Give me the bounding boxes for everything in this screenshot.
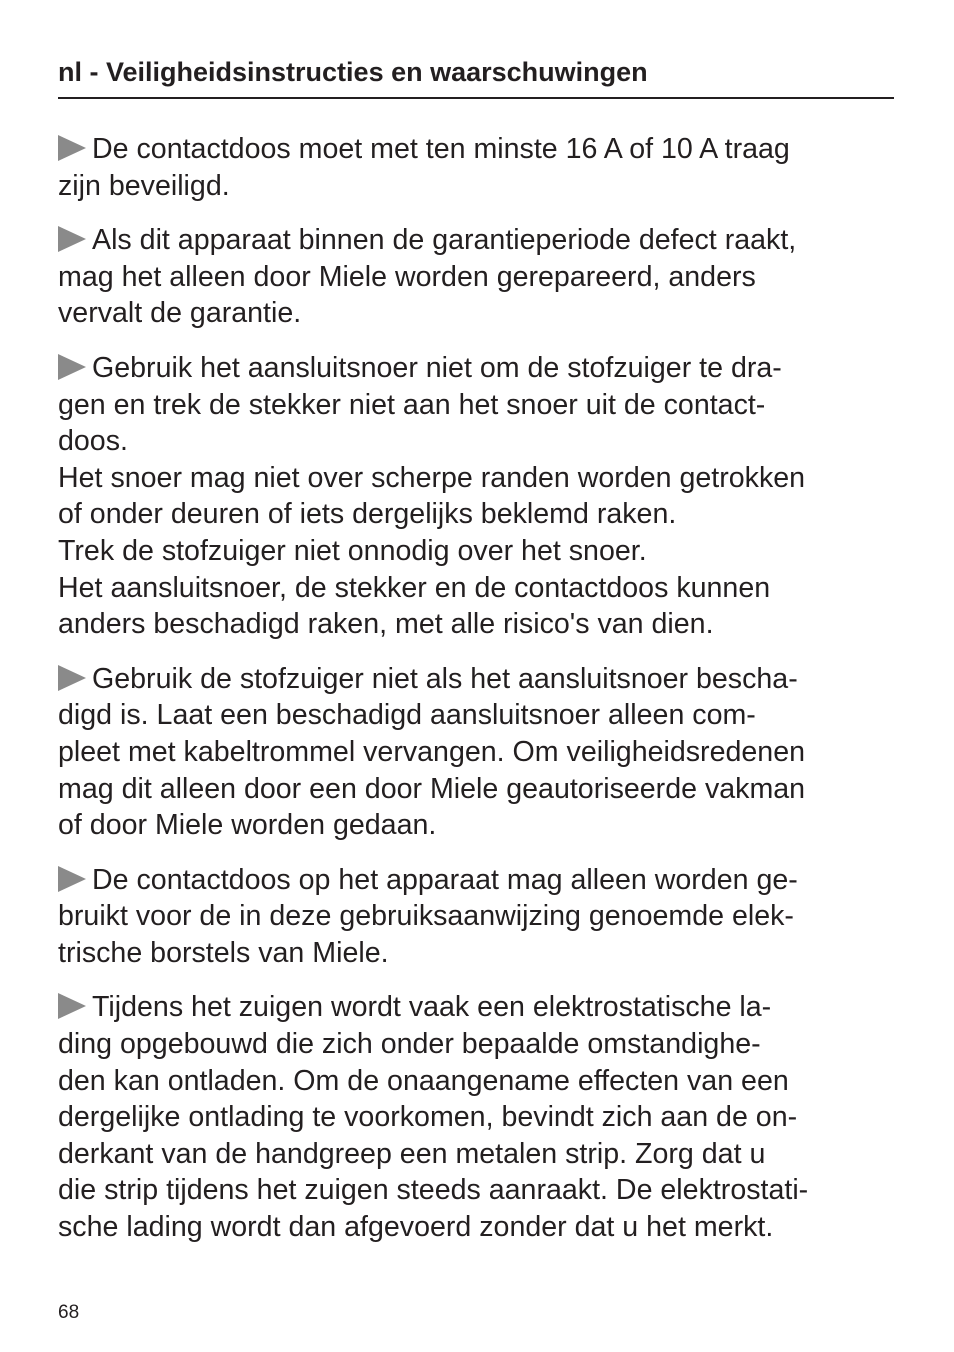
text-line: mag dit alleen door een door Miele geautoriseerde vakman: [58, 772, 806, 805]
triangle-right-icon: [58, 135, 86, 161]
text-line: Trek de stofzuiger niet onnodig over het snoer.: [58, 534, 647, 567]
instruction-paragraph: [58, 350, 898, 643]
section-title: nl - Veiligheidsinstructies en waarschuwingen: [58, 57, 648, 87]
text-line: De contactdoos op het apparaat mag alleen worden ge-: [58, 862, 898, 899]
safety-instructions: [58, 131, 898, 1264]
triangle-right-icon: [58, 665, 86, 691]
triangle-right-icon: [58, 354, 86, 380]
text-line: den kan ontladen. Om de onaangename effecten van een: [58, 1064, 789, 1097]
text-line: pleet met kabeltrommel vervangen. Om veiligheidsredenen: [58, 735, 805, 768]
text-line: bruikt voor de in deze gebruiksaanwijzing genoemde elek-: [58, 900, 794, 933]
instruction-paragraph: [58, 131, 898, 204]
text-line: doos.: [58, 425, 128, 458]
text-line: Gebruik het aansluitsnoer niet om de stofzuiger te dra-: [58, 350, 898, 387]
text-line: dergelijke ontlading te voorkomen, bevindt zich aan de on-: [58, 1101, 798, 1134]
page-number: 68: [58, 1302, 80, 1323]
text-line: Het aansluitsnoer, de stekker en de contactdoos kunnen: [58, 571, 771, 604]
text-line: derkant van de handgreep een metalen strip. Zorg dat u: [58, 1137, 766, 1170]
text-line: digd is. Laat een beschadigd aansluitsnoer alleen com-: [58, 699, 756, 732]
triangle-right-icon: [58, 226, 86, 252]
instruction-paragraph: [58, 989, 898, 1245]
text-line: of door Miele worden gedaan.: [58, 809, 437, 842]
text-line: Gebruik de stofzuiger niet als het aansluitsnoer bescha-: [58, 661, 898, 698]
text-line: Als dit apparaat binnen de garantieperiode defect raakt,: [58, 222, 898, 259]
text-line: die strip tijdens het zuigen steeds aanraakt. De elektrostati-: [58, 1174, 809, 1207]
text-line: Tijdens het zuigen wordt vaak een elektrostatische la-: [58, 989, 898, 1026]
triangle-right-icon: [58, 993, 86, 1019]
text-line: Het snoer mag niet over scherpe randen worden getrokken: [58, 461, 806, 494]
text-line: trische borstels van Miele.: [58, 936, 389, 969]
text-line: anders beschadigd raken, met alle risico's van dien.: [58, 608, 714, 641]
text-line: of onder deuren of iets dergelijks beklemd raken.: [58, 498, 677, 531]
instruction-paragraph: [58, 661, 898, 844]
text-line: sche lading wordt dan afgevoerd zonder dat u het merkt.: [58, 1211, 774, 1244]
instruction-paragraph: [58, 862, 898, 972]
triangle-right-icon: [58, 866, 86, 892]
page-header: [58, 52, 894, 99]
text-line: De contactdoos moet met ten minste 16 A of 10 A traag: [58, 131, 898, 168]
text-line: gen en trek de stekker niet aan het snoer uit de contact-: [58, 388, 766, 421]
instruction-paragraph: [58, 222, 898, 332]
text-line: zijn beveiligd.: [58, 169, 230, 202]
text-line: ding opgebouwd die zich onder bepaalde omstandighe-: [58, 1028, 761, 1061]
text-line: vervalt de garantie.: [58, 297, 302, 330]
text-line: mag het alleen door Miele worden gerepareerd, anders: [58, 260, 756, 293]
